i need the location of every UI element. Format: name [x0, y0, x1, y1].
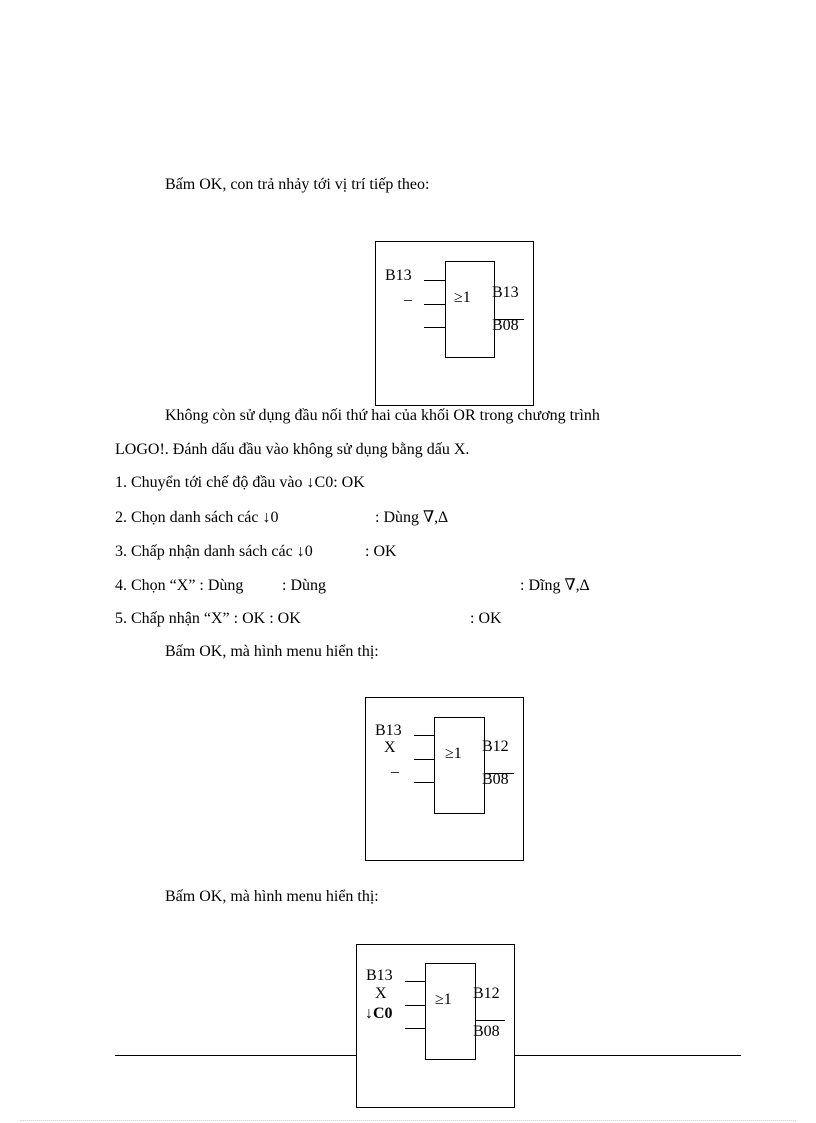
- step-5-action: : OK: [470, 610, 502, 627]
- d3-output-bottom: B08: [473, 1023, 500, 1040]
- d2-output-top: B12: [482, 738, 509, 755]
- d2-or-gate: [434, 717, 485, 814]
- paragraph-2-line-1: Không còn sử dụng đầu nối thứ hai của khối OR trong chương trình: [165, 407, 600, 424]
- step-1: 1. Chuyển tới chế độ đầu vào ↓C0: OK: [115, 474, 365, 491]
- d3-pin-1: [405, 981, 425, 982]
- d2-pin-1: [414, 735, 434, 736]
- d2-output-bottom: B08: [482, 771, 509, 788]
- d2-gate-symbol: ≥1: [445, 745, 462, 762]
- d3-pin-3: [405, 1028, 425, 1029]
- d1-or-gate: [445, 261, 495, 358]
- d1-gate-symbol: ≥1: [454, 289, 471, 306]
- d1-output-top: B13: [492, 284, 519, 301]
- d2-pin-3: [414, 782, 434, 783]
- paragraph-4: Bấm OK, mà hình menu hiển thị:: [165, 888, 379, 905]
- step-2: 2. Chọn danh sách các ↓0: [115, 509, 279, 526]
- d1-pin-3: [424, 327, 445, 328]
- d1-output-bottom: B08: [492, 317, 519, 334]
- d2-input-label: B13: [375, 722, 402, 739]
- d3-output-top: B12: [473, 985, 500, 1002]
- diagram-3: [356, 944, 515, 1108]
- step-4: 4. Chọn “X” : Dùng: [115, 577, 244, 594]
- d3-input-mark-c0: ↓C0: [365, 1005, 393, 1022]
- d2-input-mark: _: [391, 758, 399, 775]
- d1-pin-1: [424, 280, 445, 281]
- d3-input-label: B13: [366, 967, 393, 984]
- diagram-1: [375, 241, 534, 406]
- d3-pin-2: [405, 1005, 425, 1006]
- step-4-action-2: : Dĩng ∇,∆: [520, 577, 590, 594]
- d3-gate-symbol: ≥1: [435, 991, 452, 1008]
- step-4-action-1: : Dùng: [282, 577, 326, 594]
- step-3: 3. Chấp nhận danh sách các ↓0: [115, 543, 313, 560]
- paragraph-2-line-2: LOGO!. Đánh dấu đầu vào không sử dụng bằng dấu X.: [115, 441, 470, 458]
- step-2-action: : Dùng ∇,∆: [375, 509, 448, 526]
- d2-pin-2: [414, 759, 434, 760]
- d1-input-mark: _: [404, 286, 412, 303]
- d1-input-label: B13: [385, 267, 412, 284]
- d2-input-mark-x: X: [384, 739, 396, 756]
- d3-or-gate: [425, 963, 476, 1060]
- paragraph-1: Bấm OK, con trả nhảy tới vị trí tiếp theo:: [165, 176, 430, 193]
- diagram-2: [365, 697, 524, 861]
- d3-input-mark-x: X: [375, 985, 387, 1002]
- step-5: 5. Chấp nhận “X” : OK : OK: [115, 610, 301, 627]
- step-3-action: : OK: [365, 543, 397, 560]
- d1-pin-2: [424, 304, 445, 305]
- paragraph-3: Bấm OK, mà hình menu hiển thị:: [165, 643, 379, 660]
- d3-output-line: [475, 1020, 505, 1021]
- page-bottom-dots: [20, 1120, 796, 1121]
